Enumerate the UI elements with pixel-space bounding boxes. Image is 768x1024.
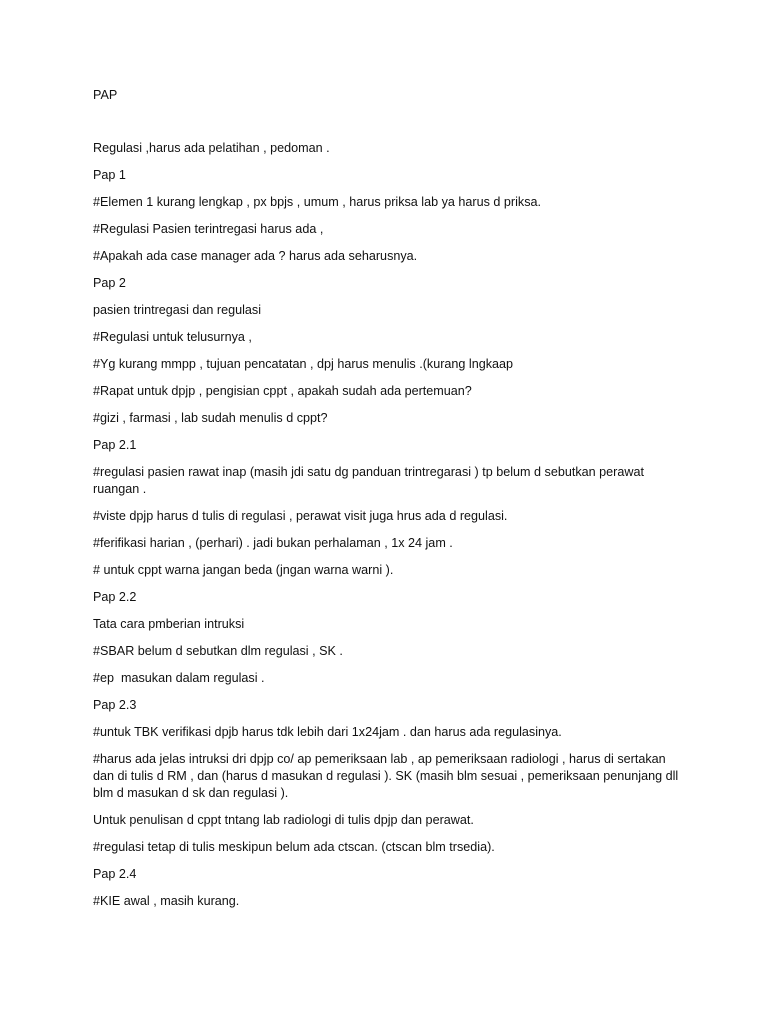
paragraph: #untuk TBK verifikasi dpjb harus tdk lebih dari 1x24jam . dan harus ada regulasinya. [93, 725, 562, 739]
paragraph: #SBAR belum d sebutkan dlm regulasi , SK . [93, 644, 343, 658]
paragraph: #KIE awal , masih kurang. [93, 894, 240, 908]
paragraph: #Regulasi untuk telusurnya , [93, 330, 252, 344]
paragraph: #viste dpjp harus d tulis di regulasi , perawat visit juga hrus ada d regulasi. [93, 509, 508, 523]
paragraph: #ep masukan dalam regulasi . [93, 671, 265, 685]
section-heading: Pap 2.2 [93, 590, 137, 604]
paragraph: #harus ada jelas intruksi dri dpjp co/ ap pemeriksaan lab , ap pemeriksaan radiologi , harus di sertakan dan di tulis d RM , dan (harus d masukan d regulasi ). SK (masih blm sesuai , pemeriksaan penunjang dll blm d masukan d sk dan regulasi ). [93, 752, 682, 800]
paragraph: #Yg kurang mmpp , tujuan pencatatan , dpj harus menulis .(kurang lngkaap [93, 357, 514, 371]
section-heading: Pap 2.1 [93, 438, 137, 452]
section-heading: Pap 2.4 [93, 867, 137, 881]
paragraph: #Elemen 1 kurang lengkap , px bpjs , umum , harus priksa lab ya harus d priksa. [93, 195, 542, 209]
paragraph: Regulasi ,harus ada pelatihan , pedoman . [93, 141, 330, 155]
paragraph: #Regulasi Pasien terintregasi harus ada , [93, 222, 324, 236]
section-heading: Pap 2 [93, 276, 126, 290]
section-heading: Pap 1 [93, 168, 126, 182]
paragraph: #ferifikasi harian , (perhari) . jadi bukan perhalaman , 1x 24 jam . [93, 536, 453, 550]
paragraph: #gizi , farmasi , lab sudah menulis d cppt? [93, 411, 328, 425]
document-body [93, 87, 683, 920]
document-title: PAP [93, 88, 118, 102]
paragraph: Tata cara pmberian intruksi [93, 617, 245, 631]
paragraph: #Apakah ada case manager ada ? harus ada seharusnya. [93, 249, 418, 263]
paragraph: Untuk penulisan d cppt tntang lab radiologi di tulis dpjp dan perawat. [93, 813, 474, 827]
section-heading: Pap 2.3 [93, 698, 137, 712]
paragraph: #Rapat untuk dpjp , pengisian cppt , apakah sudah ada pertemuan? [93, 384, 472, 398]
paragraph: #regulasi pasien rawat inap (masih jdi satu dg panduan trintregarasi ) tp belum d sebutkan perawat ruangan . [93, 465, 648, 496]
paragraph: #regulasi tetap di tulis meskipun belum ada ctscan. (ctscan blm trsedia). [93, 840, 495, 854]
paragraph: pasien trintregasi dan regulasi [93, 303, 262, 317]
paragraph: # untuk cppt warna jangan beda (jngan warna warni ). [93, 563, 394, 577]
